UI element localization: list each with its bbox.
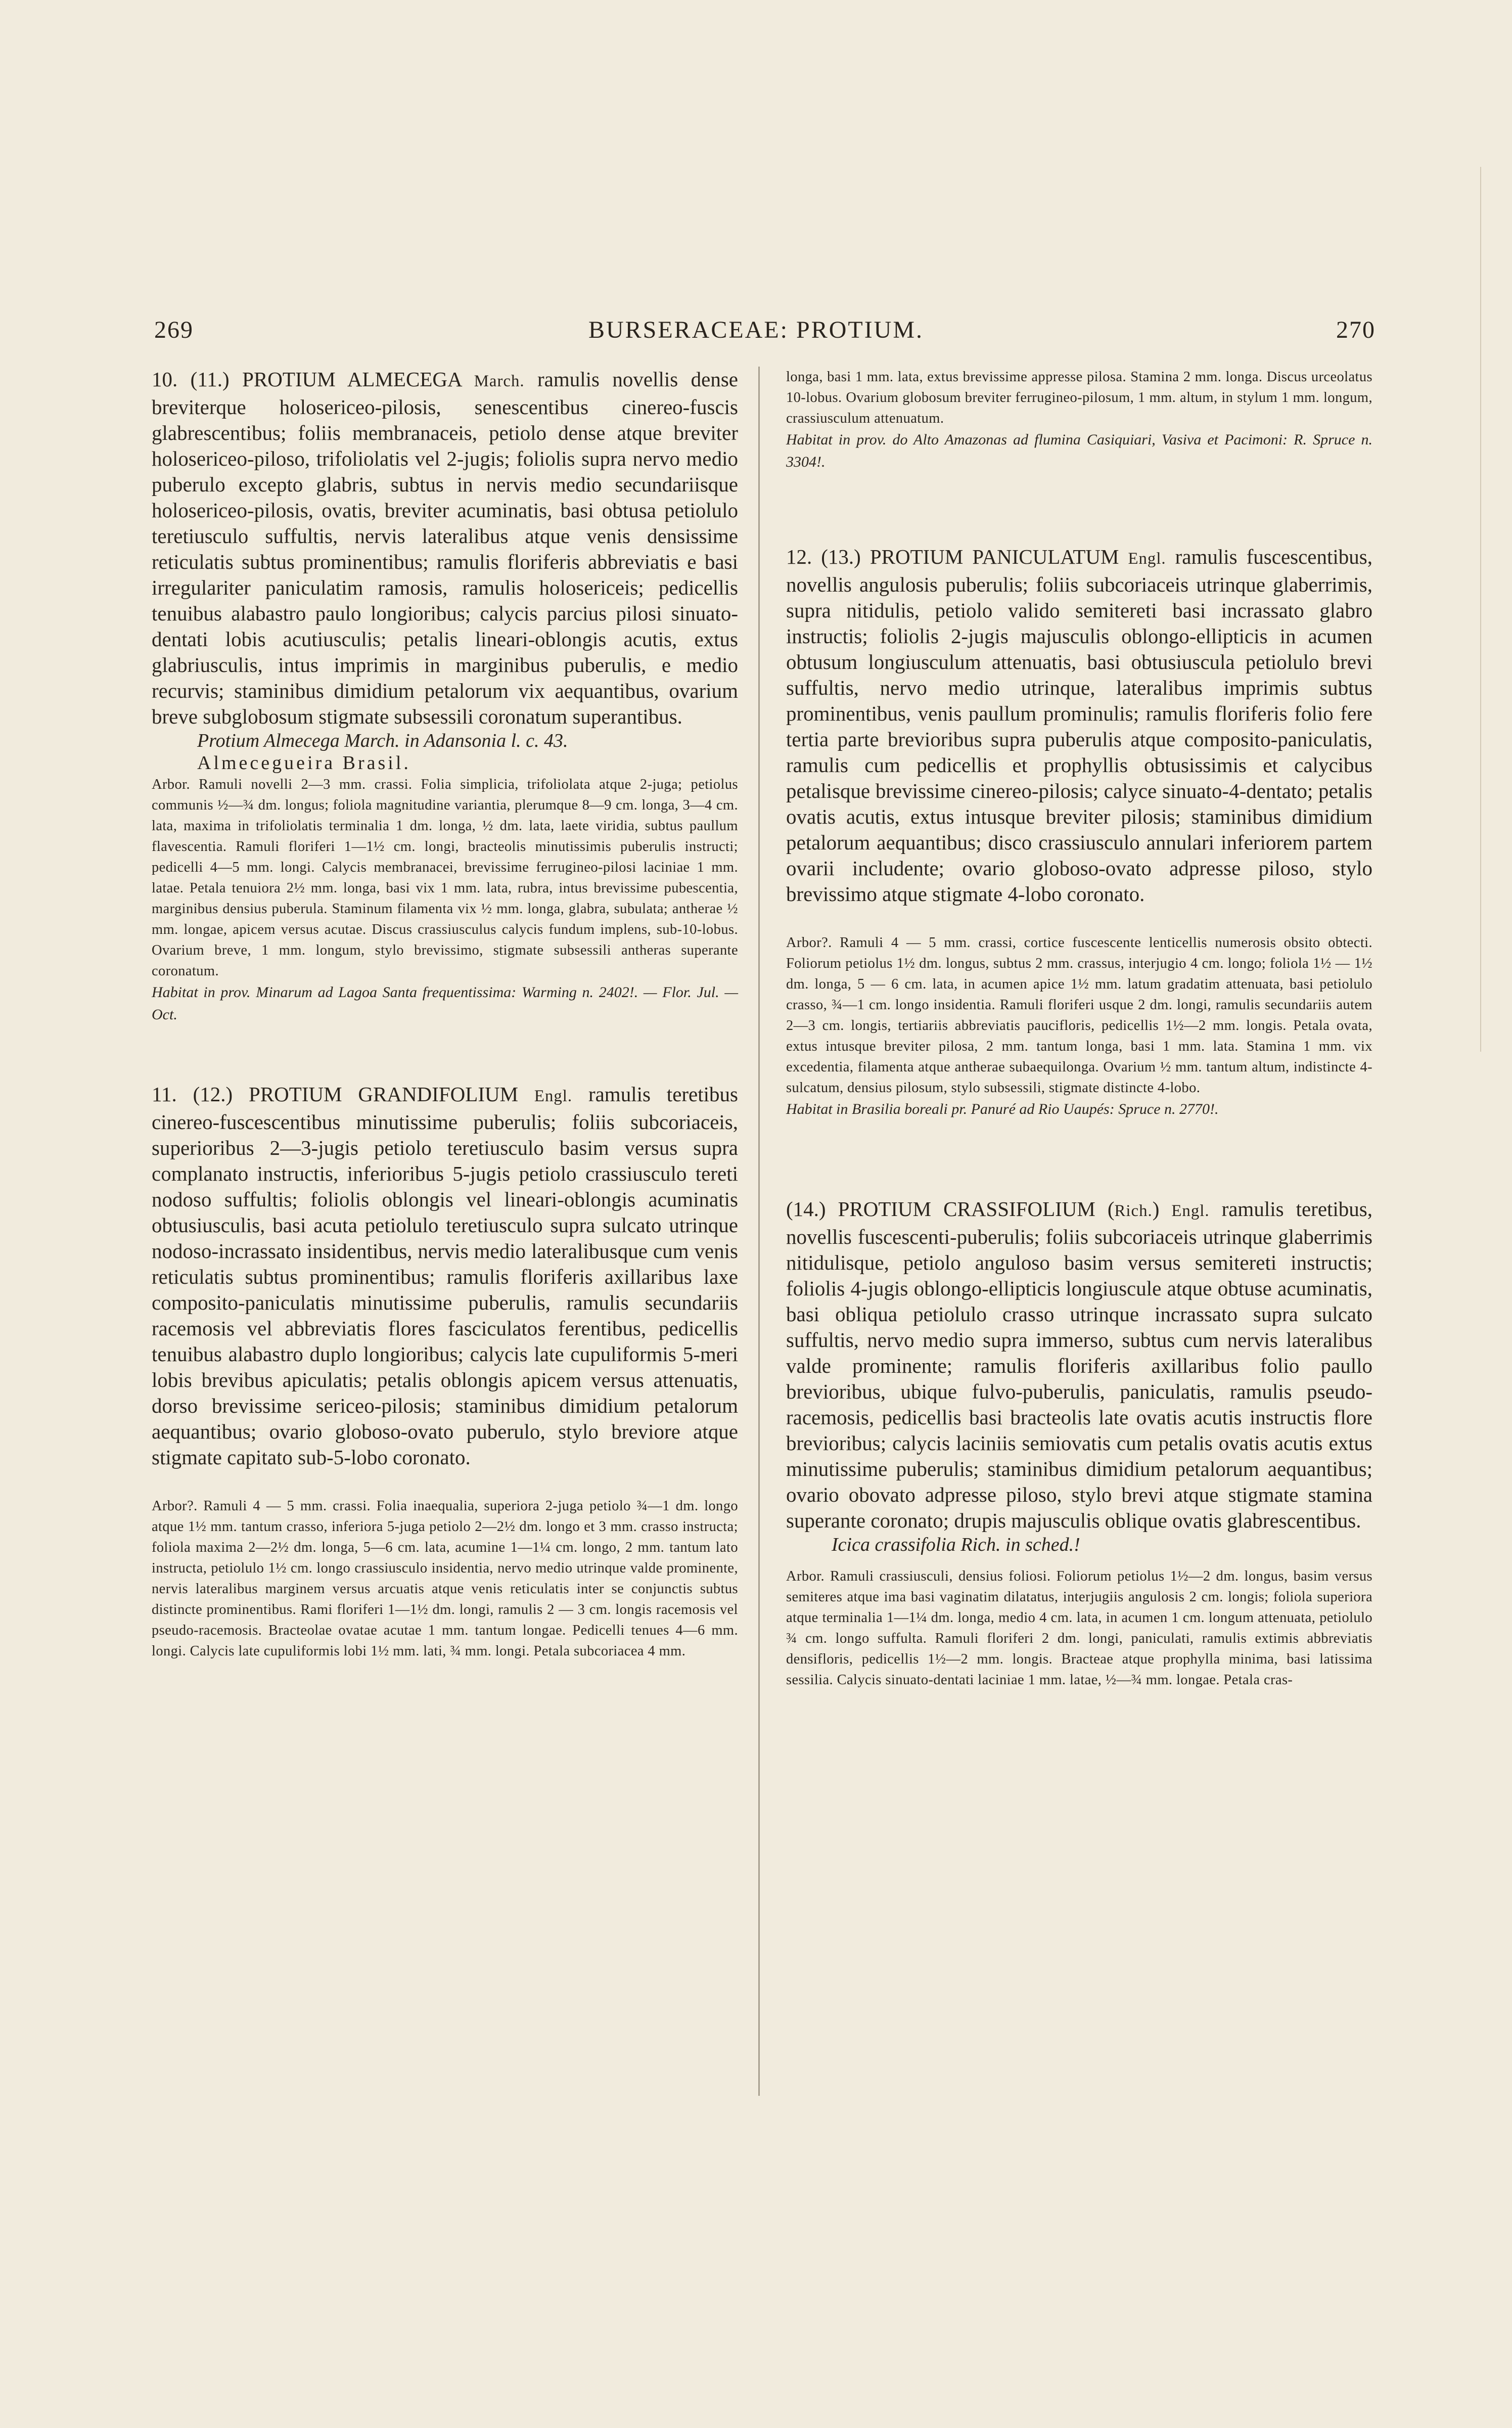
species-entry-12 [786, 544, 1372, 1120]
species-entry-14 [786, 1196, 1372, 1690]
author-name: Engl. [1128, 550, 1166, 568]
habitat-note: Habitat in Brasilia boreali pr. Panuré ad Rio Uaupés: Spruce n. 2770!. [786, 1101, 1219, 1117]
synonym-citation: Protium Almecega March. in Adansonia l. c. 43. [197, 730, 568, 751]
synonym-citation: Icica crassifolia Rich. in sched.! [832, 1534, 1080, 1555]
species-heading: 11. (12.) PROTIUM GRANDIFOLIUM [152, 1083, 534, 1106]
habitat-note: Habitat in prov. Minarum ad Lagoa Santa frequentissima: Warming n. 2402!. — Flor. Jul. — Oct. [152, 984, 738, 1023]
diagnosis-text: ramulis fuscescentibus, novellis angulosis puberulis; foliis subcoriaceis utrinque glaberrimis, supra nitidulis, petiolo valido semitereti basi incrassato glabro instructis; foliolis 2-jugis majusculis oblongo-ellipticis in acumen obtusum longiusculum attenuatis, basi obtusiuscula petiolulo brevi suffultis, nervo medio utrinque, lateralibus imprimis subtus prominentibus, venis paullum prominulis; ramulis floriferis folio fere tertia parte brevioribus supra puberulis atque composito-paniculatis, ramulis cum pedicellis et prophyllis obtusissimis et calycibus petalisque brevissime cinereo-pilosis; calyce sinuato-4-dentato; petalis ovatis acutis, extus intusque breviter pilosis; staminibus dimidium petalorum aequantibus; disco crassiusculo annulari inferiorem partem ovarii includente; ovario globoso-ovato adpresse piloso, stylo brevissimo atque stigmate 4-lobo coronato. [786, 545, 1372, 906]
species-diagnosis [152, 367, 738, 730]
species-heading: (14.) PROTIUM CRASSIFOLIUM ( [786, 1197, 1115, 1221]
diagnosis-text: ramulis teretibus, novellis fuscescenti-puberulis; foliis subcoriaceis utrinque glaberrimis nitidulisque, petiolo anguloso basim versus semitereti instructis; foliolis 4-jugis oblongo-ellipticis longiuscule atque obtuse acuminatis, basi obliqua petiolulo crasso utrinque incrassato supra sulcato suffultis, nervo medio supra immerso, subtus cum nervis lateralibus valde prominente; ramulis floriferis axillaribus folio paullo brevioribus, ubique fulvo-puberulis, paniculatis, ramulis pseudo-racemosis, pedicellis basi bracteolis late ovatis acutis instructis flore brevioribus; calycis laciniis semiovatis cum petalis ovatis acutis extus minutissime puberulis; staminibus dimidium petalorum aequantibus; ovario obovato adpresse piloso, stylo brevi atque stigmate stamina superante coronato; drupis majusculis oblique ovatis glabrescentibus. [786, 1197, 1373, 1532]
page-number-right: 270 [1336, 317, 1376, 343]
heading-punct: ) [1152, 1197, 1172, 1221]
species-diagnosis [786, 544, 1372, 907]
page-edge-line [1480, 167, 1481, 1052]
page-number-left: 269 [154, 317, 194, 343]
column-divider [758, 367, 760, 2096]
author-name: Rich. [1114, 1202, 1153, 1220]
author-name: Engl. [1171, 1202, 1210, 1220]
species-description: Arbor?. Ramuli 4 — 5 mm. crassi, cortice fuscescente lenticellis numerosis obsito obtecti. Foliorum petiolus 1½ dm. longus, subtus 2 mm. crassus, interjugio 4 cm. longo; foliola 1½ — 1½ dm. longa, 5 — 6 cm. lata, in acumen apice 1½ mm. latum gradatim attenuata, basi petiolulo crasso, ¾—1 cm. longo insidentia. Ramuli floriferi usque 2 dm. longi, ramulis secundariis autem 2—3 cm. longis, tertiariis abbreviatis paucifloris, pedicellis 1½—2 mm. longis. Petala ovata, extus intusque breviter pilosa, 2 mm. tantum longa, basi 1 mm. lata. Stamina 1 mm. vix excedentia, filamenta atque antherae subaequilonga. Ovarium ½ mm. tantum altum, indistincte 4-sulcatum, densius pilosum, stylo subsessili, stigmate distincte 4-lobo. [786, 935, 1372, 1096]
species-description: Arbor. Ramuli novelli 2—3 mm. crassi. Folia simplicia, trifoliolata atque 2-juga; petiolus communis ½—¾ dm. longus; foliola magnitudine variantia, plerumque 8—9 cm. longa, 3—4 cm. lata, maxima in trifoliolatis terminalia 1 dm. longa, ½ dm. lata, laete viridia, subtus paullum flavescentia. Ramuli floriferi 1—1½ cm. longi, bracteolis minutissimis puberulis instructi; pedicelli 4—5 mm. longi. Calycis membranacei, brevissime ferrugineo-pilosi laciniae 1 mm. latae. Petala tenuiora 2½ mm. longa, basi vix 1 mm. lata, rubra, intus brevissime pubescentia, marginibus densius puberula. Staminum filamenta vix ½ mm. longa, glabra, subulata; antherae ½ mm. longae, apicem versus acutae. Discus crassiusculus calycis fundum implens, sub-10-lobus. Ovarium breve, 1 mm. longum, stylo brevissimo, stigmate subsessili antheras superante coronatum. [152, 777, 738, 979]
running-title: BURSERACEAE: PROTIUM. [588, 317, 924, 343]
author-name: Engl. [534, 1087, 573, 1105]
species-heading: 10. (11.) PROTIUM ALMECEGA [152, 368, 474, 391]
vernacular-name: Almecegueira Brasil. [197, 752, 411, 774]
diagnosis-text: ramulis teretibus cinereo-fuscescentibus minutissime puberulis; foliis subcoriaceis, superioribus 2—3-jugis petiolo teretiusculo basim versus supra complanato instructis, inferioribus 5-jugis petiolo crassiusculo tereti nodoso suffultis; foliolis oblongis vel lineari-oblongis acuminatis obtusiusculis, basi acuta petiolulo teretiusculo supra sulcato utrinque nodoso-incrassato insidentibus, nervis medio lateralibusque cum venis reticulatis subtus prominentibus; ramulis floriferis axillaribus laxe composito-paniculatis minutissime puberulis, ramulis secundariis racemosis vel abbreviatis flores fasciculatos ferentibus, pedicellis tenuibus alabastro duplo longioribus; calycis late cupuliformis 5-meri lobis brevibus apiculatis; petalis oblongis apicem versus attenuatis, dorso brevissime sericeo-pilosis; staminibus dimidium petalorum aequantibus; ovario globoso-ovato puberulo, stylo breviore atque stigmate capitato sub-5-lobo coronato. [152, 1083, 738, 1469]
species-entry-10 [152, 367, 738, 1026]
author-name: March. [474, 372, 525, 390]
species-diagnosis [786, 1196, 1372, 1534]
species-entry-11-continued [786, 367, 1372, 473]
species-description: longa, basi 1 mm. lata, extus brevissime appresse pilosa. Stamina 2 mm. longa. Discus urceolatus 10-lobus. Ovarium globosum breviter ferrugineo-pilosum, 1 mm. altum, in stylum 1 mm. longum, crassiusculum attenuatum. [786, 369, 1372, 426]
right-column [786, 367, 1372, 1690]
habitat-note: Habitat in prov. do Alto Amazonas ad flumina Casiquiari, Vasiva et Pacimoni: R. Spruce n. 3304!. [786, 431, 1372, 470]
species-diagnosis [152, 1082, 738, 1470]
species-description: Arbor?. Ramuli 4 — 5 mm. crassi. Folia inaequalia, superiora 2-juga petiolo ¾—1 dm. longo atque 1½ mm. tantum crasso, inferiora 5-juga petiolo 2—2½ dm. longo et 3 mm. crasso instructa; foliola maxima 2—2½ dm. longa, 5—6 cm. lata, acumine 1—1¼ cm. longo, 2 mm. tantum lato instructa, petiolulo 1½ cm. longo crassiusculo insidentia, nervo medio utrinque valde prominente, nervis lateralibus marginem versus arcuatis atque venis reticulatis inter se conjunctis subtus distincte prominentibus. Rami floriferi 1—1½ dm. longi, ramulis 2 — 3 cm. longis racemosis vel pseudo-racemosis. Bracteolae ovatae acutae 1 mm. tantum longae. Pedicelli tenues 4—6 mm. longi. Calycis late cupuliformis lobi 1½ mm. lati, ¾ mm. longi. Petala subcoriacea 4 mm. [152, 1498, 738, 1659]
left-column [152, 367, 738, 1661]
diagnosis-text: ramulis novellis dense breviterque holosericeo-pilosis, senescentibus cinereo-fuscis glabrescentibus; foliis membranaceis, petiolo dense atque breviter holosericeo-piloso, trifoliolatis vel 2-jugis; foliolis supra nervo medio puberulo excepto glabris, subtus in nervis medio secundariisque holosericeo-pilosis, ovatis, breviter acuminatis, basi obtusa petiolulo teretiusculo suffultis, nervis lateralibus atque venis densissime reticulatis subtus prominentibus; ramulis floriferis abbreviatis e basi irregulariter paniculatim ramosis, ramulis holosericeis; pedicellis tenuibus alabastro paulo longioribus; calycis parcius pilosi sinuato-dentati lobis acutiusculis; petalis lineari-oblongis acutis, extus glabriusculis, intus imprimis in marginibus puberulis, e medio recurvis; staminibus dimidium petalorum vix aequantibus, ovarium breve subglobosum stigmate subsessili coronatum superantibus. [152, 368, 738, 728]
species-description: Arbor. Ramuli crassiusculi, densius foliosi. Foliorum petiolus 1½—2 dm. longus, basim versus semiteres atque ima basi vaginatim dilatatus, interjugiis angulosis 2 cm. longis; foliola superiora atque terminalia 1—1¼ dm. longa, medio 4 cm. lata, in acumen 1 cm. longum attenuata, petiolulo ¾ cm. longo suffulta. Ramuli floriferi 2 dm. longi, paniculati, ramulis extimis abbreviatis densifloris, pedicellis 1½—2 mm. longis. Bracteae atque prophylla minima, basi latissima sessilia. Calycis sinuato-dentati laciniae 1 mm. latae, ½—¾ mm. longae. Petala cras- [786, 1568, 1372, 1688]
species-heading: 12. (13.) PROTIUM PANICULATUM [786, 545, 1128, 568]
species-entry-11 [152, 1082, 738, 1661]
